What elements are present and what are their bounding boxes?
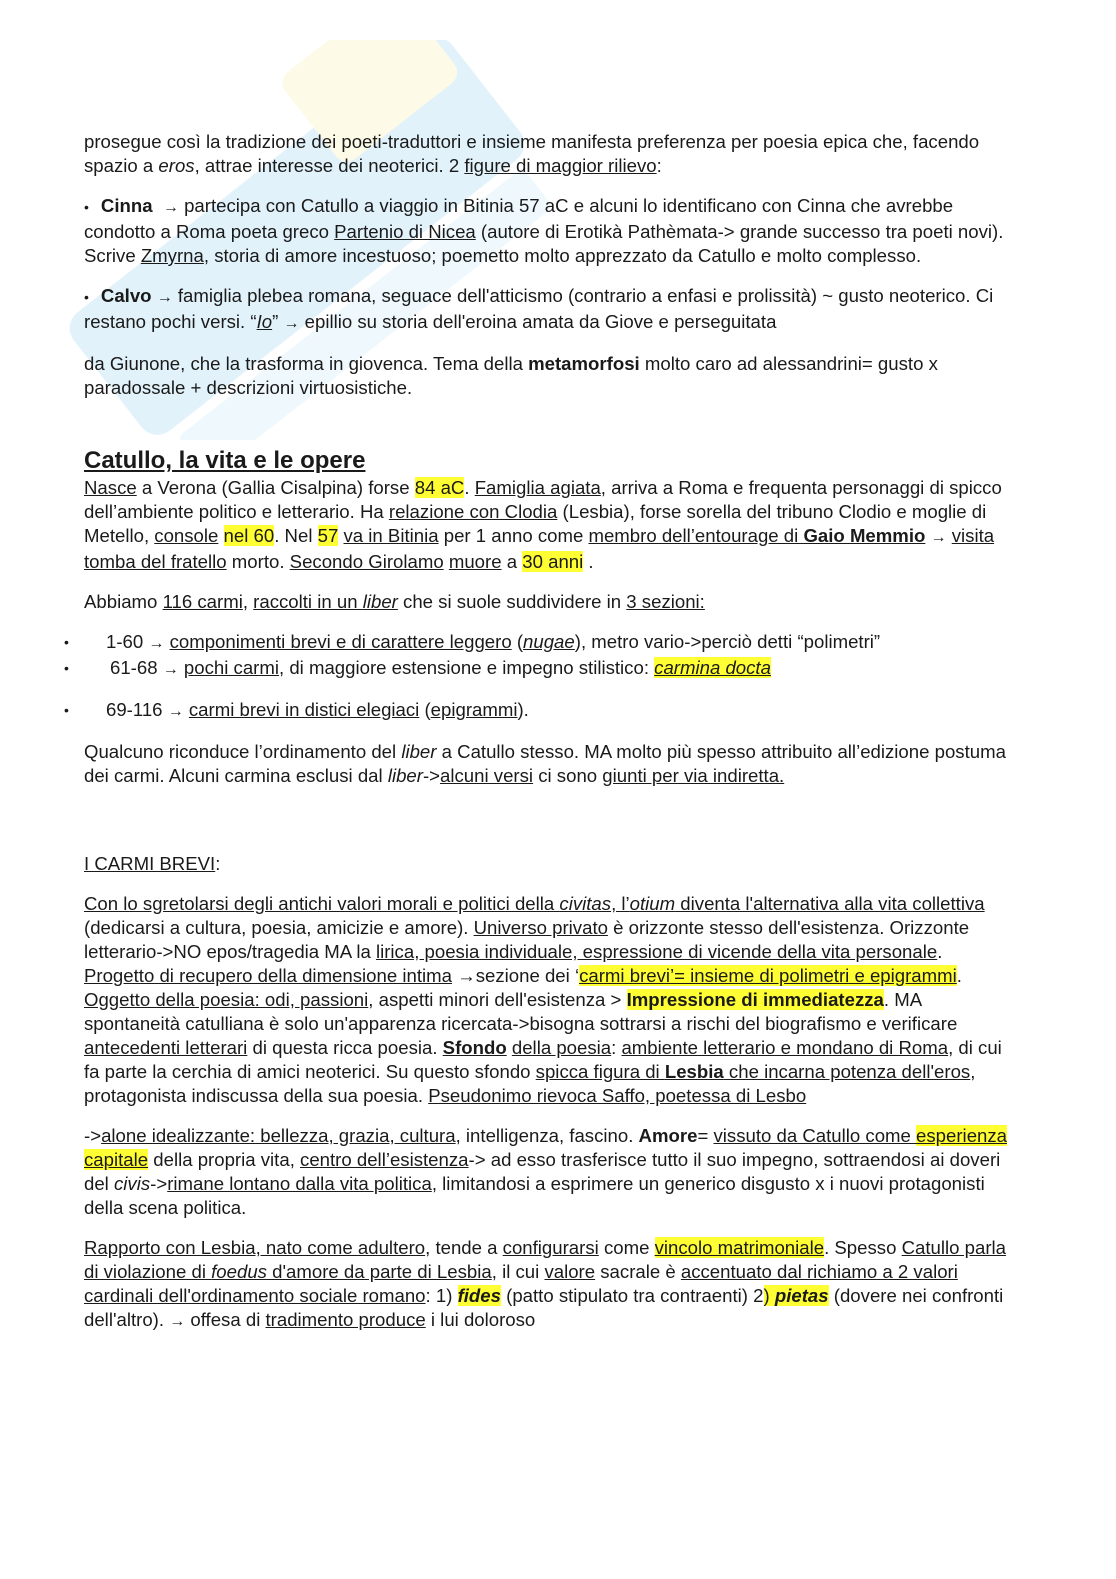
- cinna-paragraph: • Cinna → partecipa con Catullo a viaggio in Bitinia 57 aC e alcuni lo identificano con Cinna che avrebbe condotto a Roma poeta greco Partenio di Nicea (autore di Erotikà Pathèmata-> grande successo tra poeti novi). Scrive Zmyrna, storia di amore incestuoso; poemetto molto apprezzato da Catullo e molto complesso.: [84, 194, 1014, 268]
- section-title-catullo: Catullo, la vita e le opere: [84, 447, 366, 474]
- carmi-brevi-paragraph-3: Rapporto con Lesbia, nato come adultero, tende a configurarsi come vincolo matrimoniale. Spesso Catullo parla di violazione di foedus d'amore da parte di Lesbia, il cui valore sacrale è accentuato dal richiamo a 2 valori cardinali dell'ordinamento sociale romano: 1) fides (patto stipulato tra contraenti) 2) pietas (dovere nei confronti dell'altro). → offesa di tradimento produce i lui doloroso: [84, 1237, 1006, 1330]
- sections-list: [84, 630, 1014, 724]
- document-page: [84, 130, 1014, 1334]
- intro-paragraph: prosegue così la tradizione dei poeti-traduttori e insieme manifesta preferenza per poesia epica che, facendo spazio a eros, attrae interesse dei neoterici. 2 figure di maggior rilievo:: [84, 131, 980, 176]
- vita-paragraph: Nasce a Verona (Gallia Cisalpina) forse 84 aC. Famiglia agiata, arriva a Roma e frequenta personaggi di spicco dell’ambiente politico e letterario. Ha relazione con Clodia (Lesbia), forse sorella del tribuno Clodio e moglie di Metello, console nel 60. Nel 57 va in Bitinia per 1 anno come membro dell’entourage di Gaio Memmio → visita tomba del fratello morto. Secondo Girolamo muore a 30 anni .: [84, 477, 1002, 572]
- carmi-brevi-paragraph-1: Con lo sgretolarsi degli antichi valori morali e politici della civitas, l’otium diventa l'alternativa alla vita collettiva (dedicarsi a cultura, poesia, amicizie e amore). Universo privato è orizzonte stesso dell'esistenza. Orizzonte letterario->NO epos/tragedia MA la lirica, poesia individuale, espressione di vicende della vita personale. Progetto di recupero della dimensione intima →sezione dei ‘carmi brevi’= insieme di polimetri e epigrammi. Oggetto della poesia: odi, passioni, aspetti minori dell'esistenza > Impressione di immediatezza. MA spontaneità catulliana è solo un'apparenza ricercata->bisogna sottrarsi a rischi del biografismo e verificare antecedenti letterari di questa ricca poesia. Sfondo della poesia: ambiente letterario e mondano di Roma, di cui fa parte la cerchia di amici neoterici. Su questo sfondo spicca figura di Lesbia che incarna potenza dell'eros, protagonista indiscussa della sua poesia. Pseudonimo rievoca Saffo, poetessa di Lesbo: [84, 893, 1002, 1106]
- carmi-intro: Abbiamo 116 carmi, raccolti in un liber che si suole suddividere in 3 sezioni:: [84, 591, 705, 612]
- calvo-paragraph: • Calvo → famiglia plebea romana, seguace dell'atticismo (contrario a enfasi e prolissità) ~ gusto neoterico. Ci restano pochi versi. “Io” → epillio su storia dell'eroina amata da Giove e perseguitata: [84, 284, 1014, 336]
- carmi-brevi-paragraph-2: ->alone idealizzante: bellezza, grazia, cultura, intelligenza, fascino. Amore= vissuto da Catullo come esperienza capitale della propria vita, centro dell’esistenza-> ad esso trasferisce tutto il suo impegno, sottraendosi ai doveri del civis->rimane lontano dalla vita politica, limitandosi a esprimere un generico disgusto x i nuovi protagonisti della scena politica.: [84, 1125, 1008, 1218]
- list-item: • 1-60 → componimenti brevi e di carattere leggero (nugae), metro vario->perciò detti “polimetri”: [84, 630, 1014, 656]
- calvo-continuation: da Giunone, che la trasforma in giovenca. Tema della metamorfosi molto caro ad alessandrini= gusto x paradossale + descrizioni virtuosistiche.: [84, 353, 938, 398]
- list-item: • 61-68 → pochi carmi, di maggiore estensione e impegno stilistico: carmina docta: [84, 656, 1014, 682]
- carmi-brevi-heading: I CARMI BREVI:: [84, 853, 221, 874]
- list-item: • 69-116 → carmi brevi in distici elegiaci (epigrammi).: [84, 698, 1014, 724]
- ordinamento-paragraph: Qualcuno riconduce l’ordinamento del liber a Catullo stesso. MA molto più spesso attribuito all’edizione postuma dei carmi. Alcuni carmina esclusi dal liber->alcuni versi ci sono giunti per via indiretta.: [84, 741, 1006, 786]
